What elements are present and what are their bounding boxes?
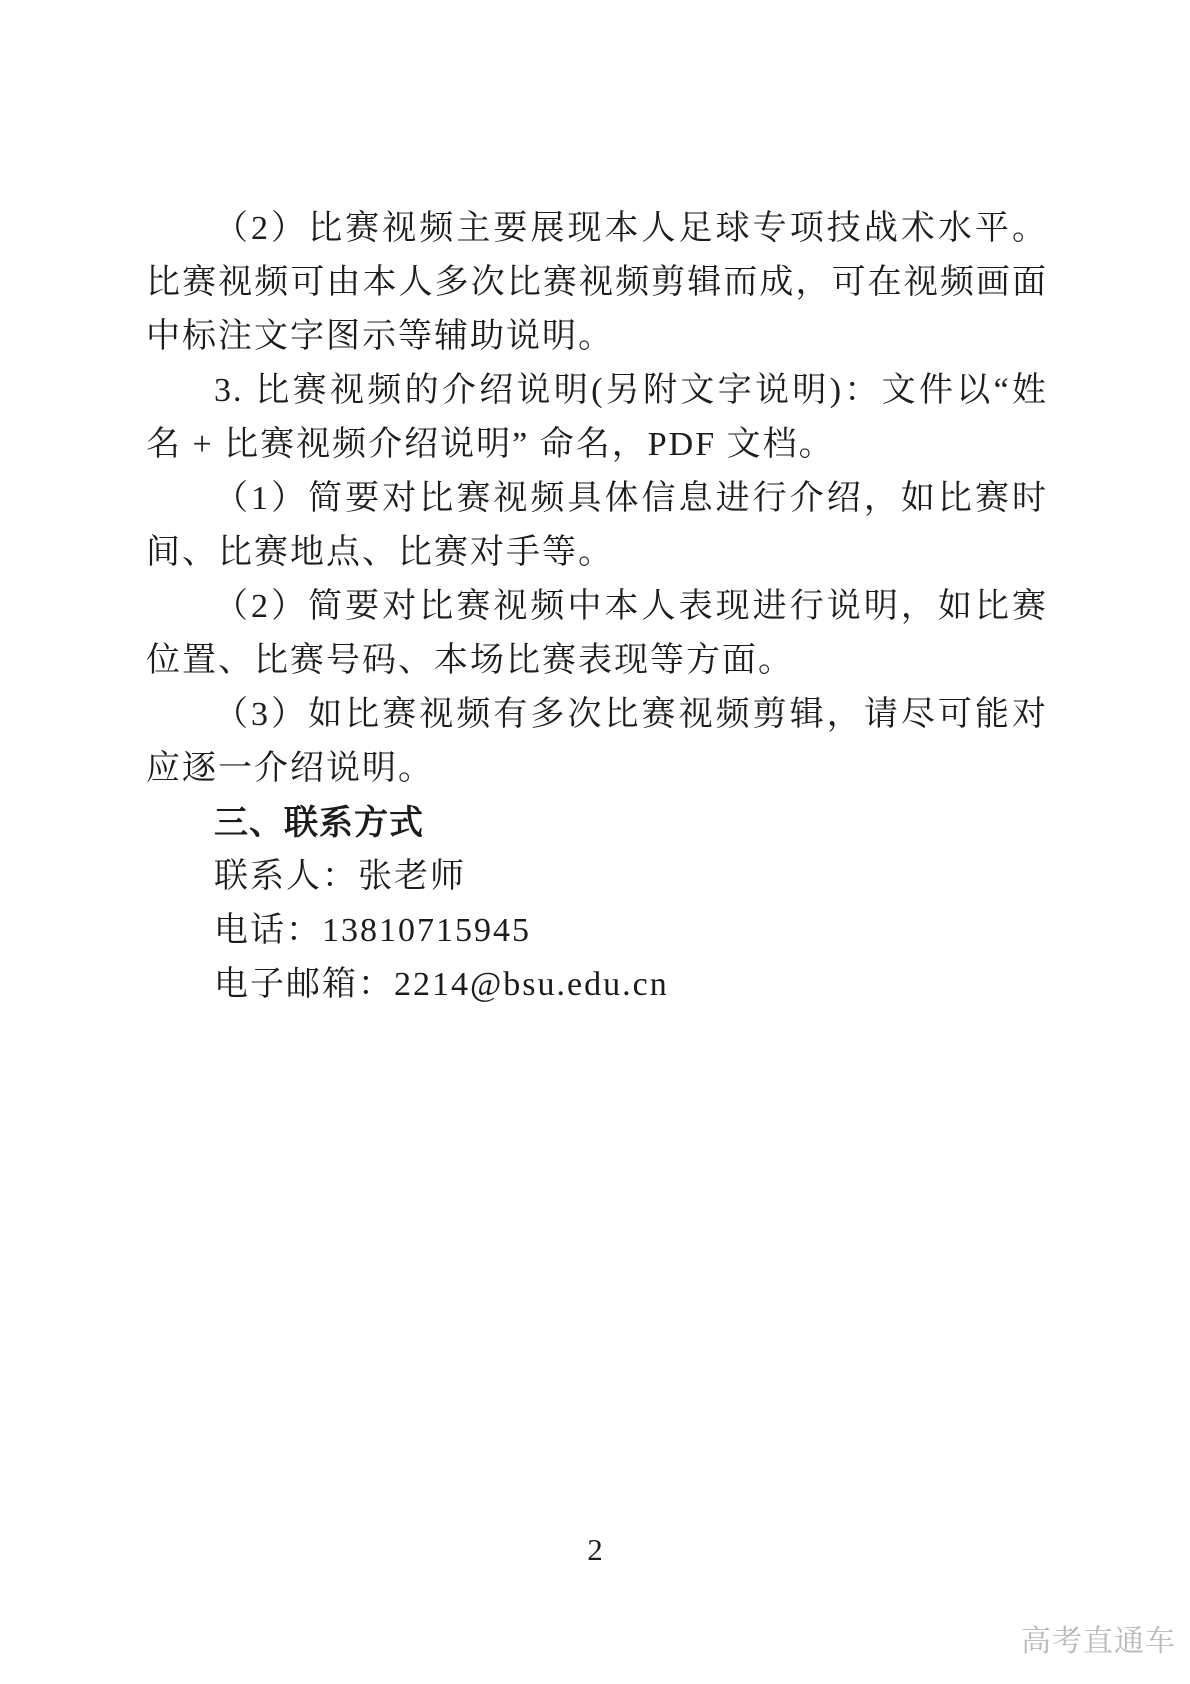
contact-email-line: 电子邮箱：2214@bsu.edu.cn bbox=[214, 966, 669, 1003]
paragraph-video-requirement: （2）比赛视频主要展现本人足球专项技战术水平。比赛视频可由本人多次比赛视频剪辑而成，可在视频画面中标注文字图示等辅助说明。 bbox=[146, 210, 1048, 355]
paragraph-intro-item-1: （1）简要对比赛视频具体信息进行介绍，如比赛时间、比赛地点、比赛对手等。 bbox=[146, 480, 1048, 571]
paragraph-intro-doc-naming: 3. 比赛视频的介绍说明(另附文字说明)：文件以“姓名 + 比赛视频介绍说明” 命名，PDF 文档。 bbox=[146, 372, 1048, 463]
page-number: 2 bbox=[587, 1532, 603, 1567]
paragraph-intro-item-3: （3）如比赛视频有多次比赛视频剪辑，请尽可能对应逐一介绍说明。 bbox=[146, 696, 1048, 787]
contact-person-line: 联系人：张老师 bbox=[214, 858, 466, 895]
contact-section-heading: 三、联系方式 bbox=[214, 804, 424, 842]
document-body bbox=[146, 202, 1048, 1012]
paragraph-intro-item-2: （2）简要对比赛视频中本人表现进行说明，如比赛位置、比赛号码、本场比赛表现等方面。 bbox=[146, 588, 1048, 679]
watermark-text: 高考直通车 bbox=[1021, 1625, 1176, 1658]
contact-phone-line: 电话：13810715945 bbox=[214, 912, 531, 949]
